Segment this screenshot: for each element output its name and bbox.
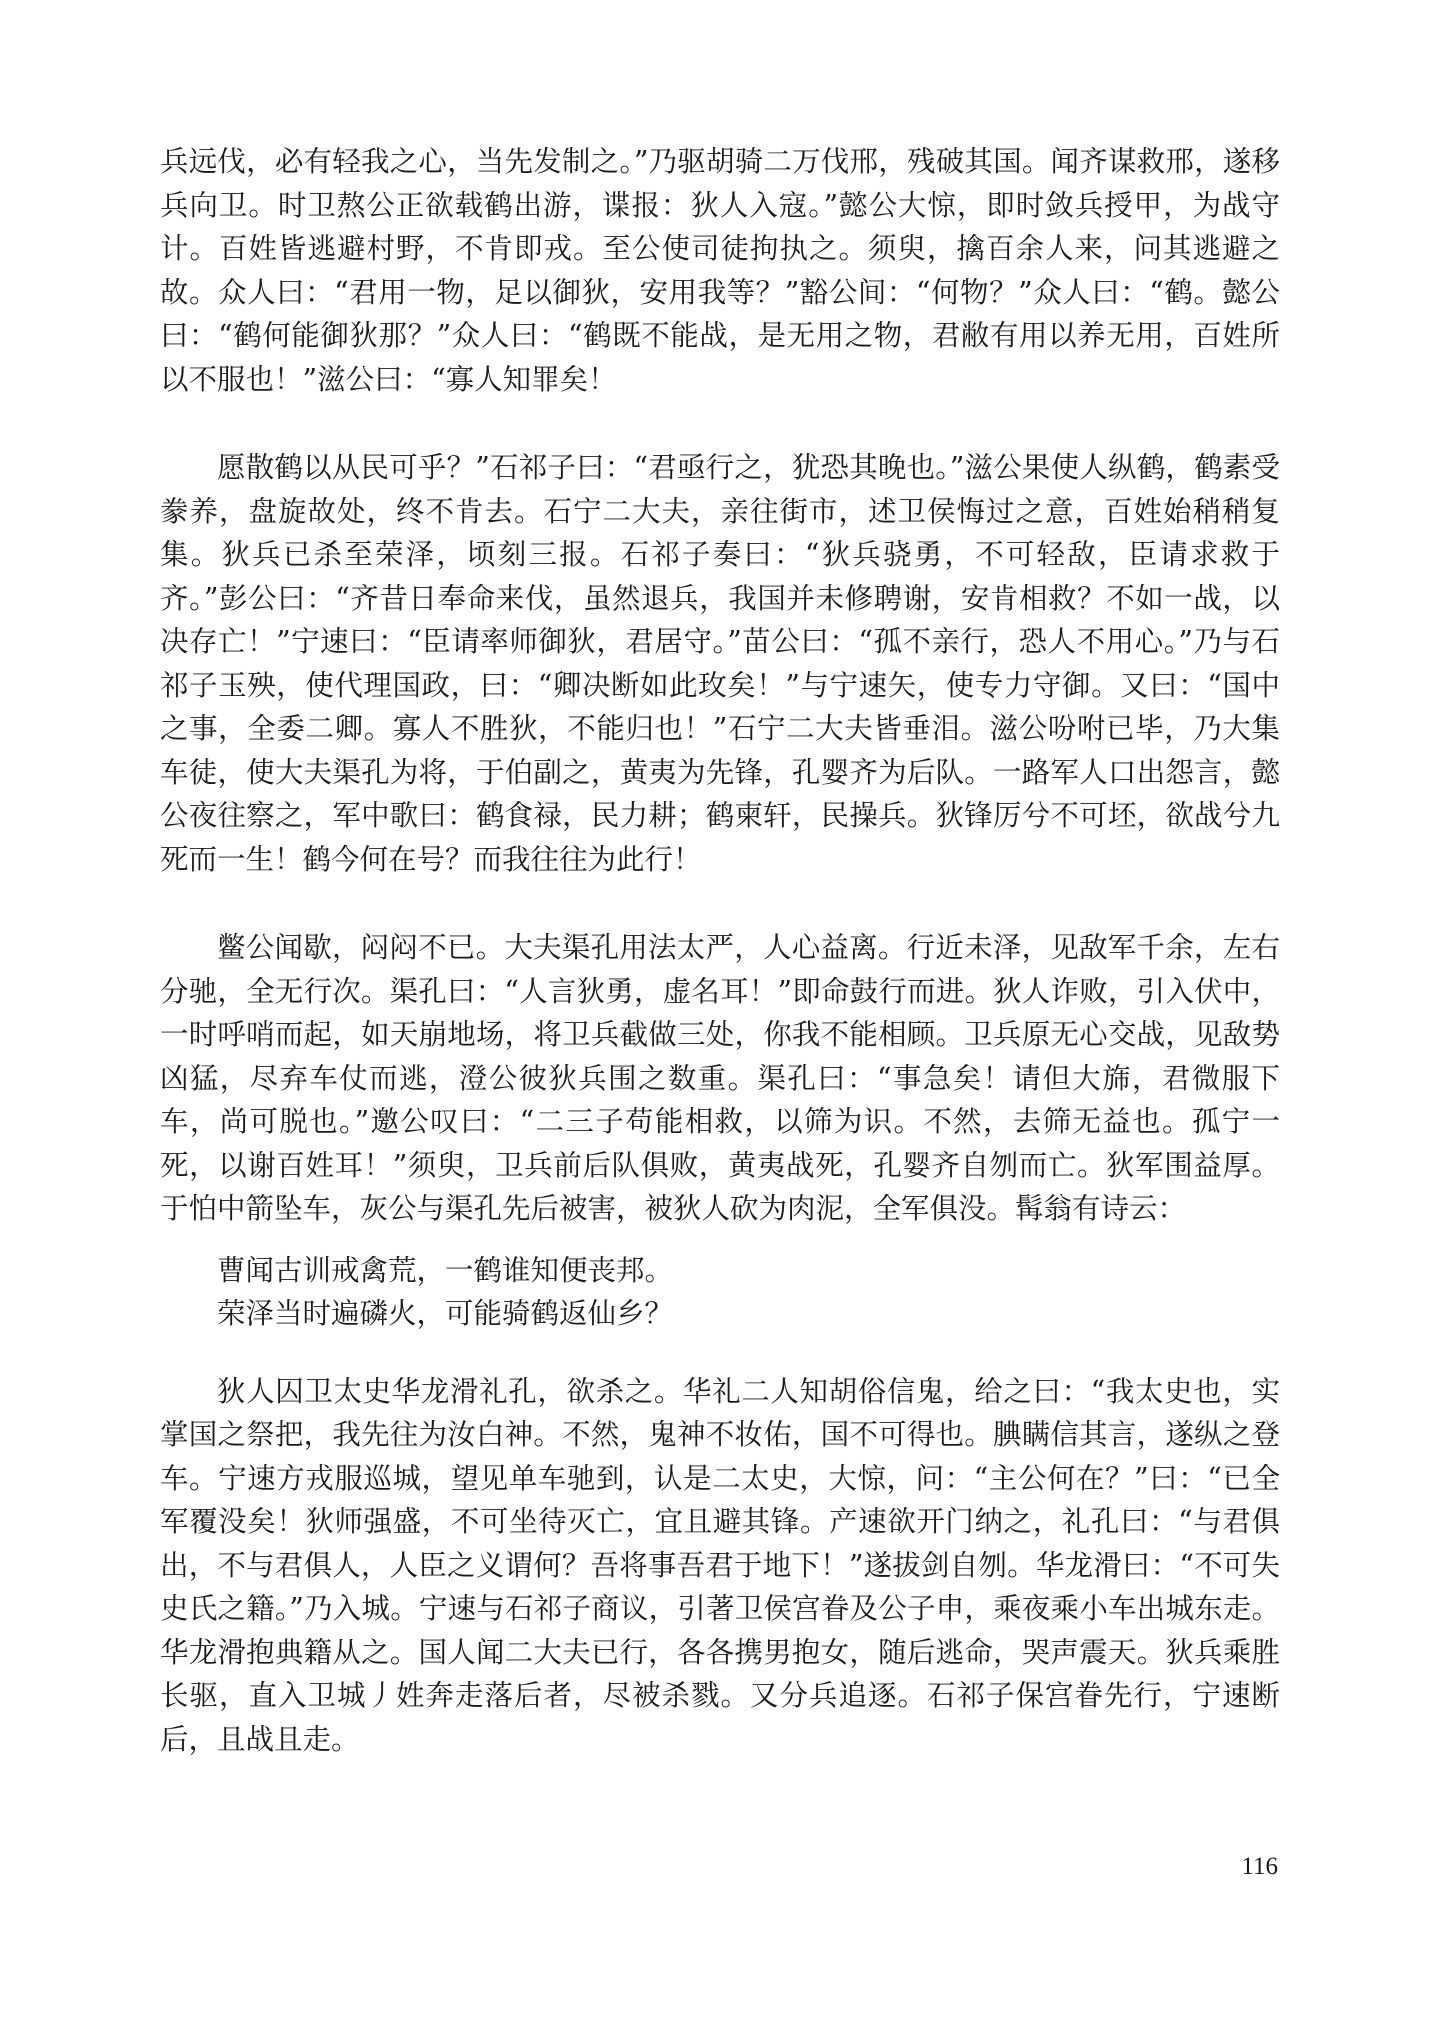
paragraph-spacer <box>160 881 1280 926</box>
page-body <box>160 140 1280 1761</box>
paragraph-spacer <box>160 1336 1280 1370</box>
paragraph-1: 兵远伐，必有轻我之心，当先发制之。”乃驱胡骑二万伐邢，残破其国。闻齐谋救邢，遂移兵向卫。时卫熬公正欲载鹤出游，谍报：狄人入寇。”懿公大惊，即时敛兵授甲，为战守计。百姓皆逃避村野，不肯即戎。至公使司徒拘执之。须臾，擒百余人来，问其逃避之故。众人曰：“君用一物，足以御狄，安用我等？”豁公间：“何物？”众人曰：“鹤。懿公曰：“鹤何能御狄那？”众人曰：“鹤既不能战，是无用之物，君敝有用以养无用，百姓所以不服也！”滋公曰：“寡人知罪矣！ <box>160 145 1280 396</box>
paragraph-spacer <box>160 1231 1280 1249</box>
paragraph-4: 狄人囚卫太史华龙滑礼孔，欲杀之。华礼二人知胡俗信鬼，给之曰：“我太史也，实掌国之祭把，我先往为汝白神。不然，鬼神不妆佑，国不可得也。腆瞒信其言，遂纵之登车。宁速方戎服巡城，望见单车驰到，认是二太史，大惊，问：“主公何在？”曰：“已全军覆没矣！狄师强盛，不可坐待灭亡，宜且避其锋。产速欲开门纳之，礼孔曰：“与君俱出，不与君俱人，人臣之义谓何？吾将事吾君于地下！”遂拔剑自刎。华龙滑曰：“不可失史氏之籍。”乃入城。宁速与石祁子商议，引著卫侯宫眷及公子申，乘夜乘小车出城东走。华龙滑抱典籍从之。国人闻二大夫已行，各各携男抱女，随后逃命，哭声震天。狄兵乘胜长驱，直入卫城丿姓奔走落后者，尽被杀戮。又分兵追逐。石祁子保宫眷先行，宁速断后，且战且走。 <box>160 1374 1280 1756</box>
paragraph-spacer <box>160 401 1280 446</box>
poem-line-1: 曹闻古训戒禽荒，一鹤谁知便丧邦。 <box>217 1253 674 1287</box>
paragraph-3: 鳖公闻歇，闷闷不已。大夫渠孔用法太严，人心益离。行近未泽，见敌军千余，左右分驰，全无行次。渠孔曰：“人言狄勇，虚名耳！”即命鼓行而进。狄人诈败，引入伏中，一时呼哨而起，如天崩地场，将卫兵截做三处，你我不能相顾。卫兵原无心交战，见敌势凶猛，尽弃车仗而逃，澄公彼狄兵围之数重。渠孔曰：“事急矣！请但大旆，君微服下车，尚可脱也。”邀公叹曰：“二三子苟能相救，以筛为识。不然，去筛无益也。孤宁一死，以谢百姓耳！”须臾，卫兵前后队俱败，黄夷战死，孔婴齐自刎而亡。狄军围益厚。于怕中箭坠车，灰公与渠孔先后被害，被狄人砍为肉泥，全军俱没。髯翁有诗云： <box>160 931 1280 1225</box>
page-number: 116 <box>1241 1853 1278 1880</box>
paragraph-2: 愿散鹤以从民可乎？”石祁子曰：“君亟行之，犹恐其晚也。”滋公果使人纵鹤，鹤素受豢养，盘旋故处，终不肯去。石宁二大夫，亲往街市，述卫侯悔过之意，百姓始稍稍复集。狄兵已杀至荣泽，顷刻三报。石祁子奏曰：“狄兵骁勇，不可轻敌，臣请求救于齐。”彭公曰：“齐昔日奉命来伐，虽然退兵，我国并未修聘谢，安肯相救？不如一战，以决存亡！”宁速曰：“臣请率师御狄，君居守。”苗公曰：“孤不亲行，恐人不用心。”乃与石祁子玉殃，使代理国政，曰：“卿决断如此玫矣！”与宁速矢，使专力守御。又曰：“国中之事，全委二卿。寡人不胜狄，不能归也！”石宁二大夫皆垂泪。滋公吩咐已毕，乃大集车徒，使大夫渠孔为将，于伯副之，黄夷为先锋，孔婴齐为后队。一路军人口出怨言，懿公夜往察之，军中歌曰：鹤食禄，民力耕；鹤柬轩，民操兵。狄锋厉兮不可坯，欲战兮九死而一生！鹤今何在号？而我往往为此行！ <box>160 451 1280 876</box>
poem-line-2: 荣泽当时遍磷火，可能骑鹤返仙乡？ <box>217 1297 674 1330</box>
poem <box>160 1249 1280 1336</box>
